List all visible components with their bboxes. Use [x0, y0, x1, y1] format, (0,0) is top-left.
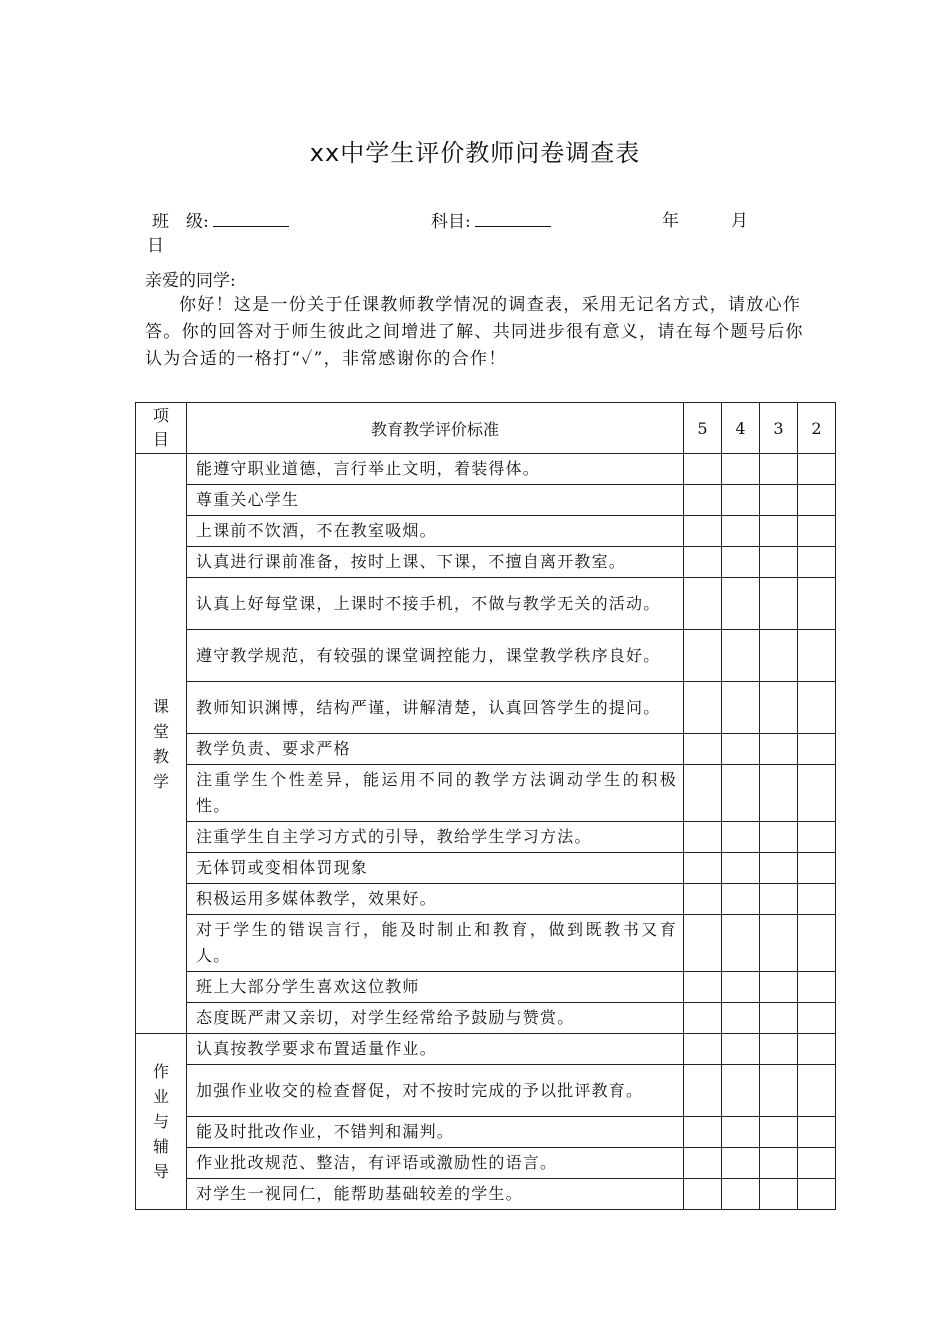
- score-cell-2[interactable]: [798, 1117, 836, 1148]
- score-cell-2[interactable]: [798, 734, 836, 765]
- score-cell-2[interactable]: [798, 972, 836, 1003]
- score-cell-2[interactable]: [798, 682, 836, 734]
- score-cell-2[interactable]: [798, 1003, 836, 1034]
- table-row: [136, 765, 836, 822]
- score-cell-3[interactable]: [760, 1034, 798, 1065]
- table-row: [136, 1148, 836, 1179]
- day-label: 日: [147, 236, 164, 256]
- score-cell-2[interactable]: [798, 630, 836, 682]
- score-cell-4[interactable]: [722, 1117, 760, 1148]
- score-cell-2[interactable]: [798, 485, 836, 516]
- salutation: 亲爱的同学:: [145, 271, 236, 291]
- score-cell-3[interactable]: [760, 972, 798, 1003]
- table-row: [136, 1179, 836, 1210]
- score-cell-4[interactable]: [722, 547, 760, 578]
- category-char: 教: [152, 746, 169, 766]
- score-cell-2[interactable]: [798, 547, 836, 578]
- score-cell-2[interactable]: [798, 1034, 836, 1065]
- score-cell-5[interactable]: [684, 1065, 722, 1117]
- score-cell-3[interactable]: [760, 734, 798, 765]
- table-row: [136, 516, 836, 547]
- score-cell-3[interactable]: [760, 1065, 798, 1117]
- score-cell-5[interactable]: [684, 485, 722, 516]
- criterion-text: 加强作业收交的检查督促，对不按时完成的予以批评教育。: [187, 1065, 684, 1117]
- table-row: [136, 915, 836, 972]
- intro-paragraph: 你好！这是一份关于任课教师教学情况的调查表，采用无记名方式，请放心作答。你的回答对于师生彼此之间增进了解、共同进步很有意义，请在每个题号后你认为合适的一格打“✓”，非常感谢你的合作！: [145, 295, 804, 369]
- table-row: [136, 578, 836, 630]
- category-char: 辅: [152, 1137, 169, 1156]
- header-category: [136, 403, 187, 454]
- table-row: [136, 1065, 836, 1117]
- criterion-text: 对于学生的错误言行，能及时制止和教育，做到既教书又育人。: [187, 915, 684, 972]
- score-cell-4[interactable]: [722, 630, 760, 682]
- score-cell-5[interactable]: [684, 1117, 722, 1148]
- score-cell-4[interactable]: [722, 454, 760, 485]
- category-char: 堂: [152, 721, 169, 741]
- category-char: 与: [152, 1112, 169, 1131]
- header-score-5: 5: [684, 403, 722, 454]
- criterion-text: 上课前不饮酒，不在教室吸烟。: [187, 516, 684, 547]
- criterion-text: 认真进行课前准备，按时上课、下课，不擅自离开教室。: [187, 547, 684, 578]
- header-score-2: 2: [798, 403, 836, 454]
- score-cell-4[interactable]: [722, 1034, 760, 1065]
- score-cell-4[interactable]: [722, 516, 760, 547]
- score-cell-4[interactable]: [722, 1179, 760, 1210]
- score-cell-4[interactable]: [722, 853, 760, 884]
- score-cell-5[interactable]: [684, 454, 722, 485]
- score-cell-2[interactable]: [798, 1148, 836, 1179]
- score-cell-4[interactable]: [722, 972, 760, 1003]
- class-field: [152, 210, 289, 233]
- header-score-4: 4: [722, 403, 760, 454]
- score-cell-4[interactable]: [722, 884, 760, 915]
- score-cell-3[interactable]: [760, 547, 798, 578]
- score-cell-3[interactable]: [760, 822, 798, 853]
- score-cell-2[interactable]: [798, 454, 836, 485]
- subject-label: 科目:: [431, 212, 471, 232]
- criterion-text: 认真上好每堂课，上课时不接手机，不做与教学无关的活动。: [187, 578, 684, 630]
- category-homework-tutoring: [136, 1034, 187, 1210]
- table-row: [136, 1003, 836, 1034]
- criterion-text: 作业批改规范、整洁，有评语或激励性的语言。: [187, 1148, 684, 1179]
- category-char: 作: [152, 1062, 169, 1081]
- table-row: [136, 547, 836, 578]
- score-cell-5[interactable]: [684, 884, 722, 915]
- criterion-text: 教学负责、要求严格: [187, 734, 684, 765]
- score-cell-4[interactable]: [722, 1065, 760, 1117]
- score-cell-5[interactable]: [684, 734, 722, 765]
- score-cell-2[interactable]: [798, 822, 836, 853]
- score-cell-4[interactable]: [722, 682, 760, 734]
- criterion-text: 态度既严肃又亲切，对学生经常给予鼓励与赞赏。: [187, 1003, 684, 1034]
- score-cell-5[interactable]: [684, 1179, 722, 1210]
- table-row: [136, 454, 836, 485]
- category-char: 导: [152, 1162, 169, 1181]
- evaluation-table: [135, 402, 836, 1210]
- score-cell-5[interactable]: [684, 915, 722, 972]
- score-cell-2[interactable]: [798, 915, 836, 972]
- criterion-text: 教师知识渊博，结构严谨，讲解清楚，认真回答学生的提问。: [187, 682, 684, 734]
- subject-blank[interactable]: [475, 210, 551, 227]
- criterion-text: 班上大部分学生喜欢这位教师: [187, 972, 684, 1003]
- header-score-3: 3: [760, 403, 798, 454]
- header-category-char: 项: [152, 406, 169, 425]
- header-category-char: 目: [152, 430, 169, 449]
- score-cell-3[interactable]: [760, 578, 798, 630]
- score-cell-5[interactable]: [684, 578, 722, 630]
- score-cell-4[interactable]: [722, 485, 760, 516]
- score-cell-3[interactable]: [760, 765, 798, 822]
- score-cell-2[interactable]: [798, 1065, 836, 1117]
- score-cell-5[interactable]: [684, 972, 722, 1003]
- score-cell-2[interactable]: [798, 578, 836, 630]
- score-cell-3[interactable]: [760, 1117, 798, 1148]
- score-cell-4[interactable]: [722, 1003, 760, 1034]
- score-cell-3[interactable]: [760, 915, 798, 972]
- criterion-text: 能遵守职业道德，言行举止文明，着装得体。: [187, 454, 684, 485]
- table-row: [136, 485, 836, 516]
- score-cell-3[interactable]: [760, 682, 798, 734]
- table-row: [136, 884, 836, 915]
- score-cell-2[interactable]: [798, 516, 836, 547]
- score-cell-5[interactable]: [684, 547, 722, 578]
- criterion-text: 遵守教学规范，有较强的课堂调控能力，课堂教学秩序良好。: [187, 630, 684, 682]
- header-criteria: 教育教学评价标准: [187, 403, 684, 454]
- criterion-text: 积极运用多媒体教学，效果好。: [187, 884, 684, 915]
- score-cell-5[interactable]: [684, 516, 722, 547]
- score-cell-3[interactable]: [760, 884, 798, 915]
- category-classroom-teaching: [136, 454, 187, 1034]
- score-cell-5[interactable]: [684, 1148, 722, 1179]
- score-cell-2[interactable]: [798, 853, 836, 884]
- score-cell-4[interactable]: [722, 1148, 760, 1179]
- table-row: [136, 630, 836, 682]
- score-cell-2[interactable]: [798, 765, 836, 822]
- score-cell-5[interactable]: [684, 630, 722, 682]
- score-cell-4[interactable]: [722, 578, 760, 630]
- table-header-row: [136, 403, 836, 454]
- score-cell-4[interactable]: [722, 734, 760, 765]
- class-blank[interactable]: [213, 210, 289, 227]
- table-row: [136, 972, 836, 1003]
- score-cell-5[interactable]: [684, 682, 722, 734]
- score-cell-2[interactable]: [798, 1179, 836, 1210]
- score-cell-5[interactable]: [684, 853, 722, 884]
- score-cell-3[interactable]: [760, 454, 798, 485]
- score-cell-5[interactable]: [684, 765, 722, 822]
- score-cell-3[interactable]: [760, 516, 798, 547]
- criterion-text: 对学生一视同仁，能帮助基础较差的学生。: [187, 1179, 684, 1210]
- score-cell-3[interactable]: [760, 485, 798, 516]
- table-row: [136, 734, 836, 765]
- score-cell-5[interactable]: [684, 1003, 722, 1034]
- subject-field: [431, 210, 551, 233]
- score-cell-3[interactable]: [760, 630, 798, 682]
- table-row: [136, 853, 836, 884]
- score-cell-3[interactable]: [760, 1003, 798, 1034]
- criterion-text: 尊重关心学生: [187, 485, 684, 516]
- score-cell-3[interactable]: [760, 1179, 798, 1210]
- year-label: 年: [662, 211, 679, 231]
- class-label: 班 级:: [152, 212, 209, 232]
- score-cell-3[interactable]: [760, 853, 798, 884]
- score-cell-2[interactable]: [798, 884, 836, 915]
- score-cell-4[interactable]: [722, 765, 760, 822]
- table-row: [136, 682, 836, 734]
- criterion-text: 注重学生个性差异，能运用不同的教学方法调动学生的积极性。: [187, 765, 684, 822]
- score-cell-4[interactable]: [722, 915, 760, 972]
- category-char: 学: [152, 771, 169, 791]
- category-char: 课: [152, 696, 169, 716]
- category-char: 业: [152, 1087, 169, 1106]
- score-cell-4[interactable]: [722, 822, 760, 853]
- score-cell-5[interactable]: [684, 822, 722, 853]
- criterion-text: 注重学生自主学习方式的引导，教给学生学习方法。: [187, 822, 684, 853]
- criterion-text: 无体罚或变相体罚现象: [187, 853, 684, 884]
- score-cell-5[interactable]: [684, 1034, 722, 1065]
- table-row: [136, 822, 836, 853]
- score-cell-3[interactable]: [760, 1148, 798, 1179]
- criterion-text: 能及时批改作业，不错判和漏判。: [187, 1117, 684, 1148]
- criterion-text: 认真按教学要求布置适量作业。: [187, 1034, 684, 1065]
- table-row: [136, 1034, 836, 1065]
- table-row: [136, 1117, 836, 1148]
- month-label: 月: [731, 211, 748, 231]
- page-title: xx中学生评价教师问卷调查表: [309, 139, 641, 167]
